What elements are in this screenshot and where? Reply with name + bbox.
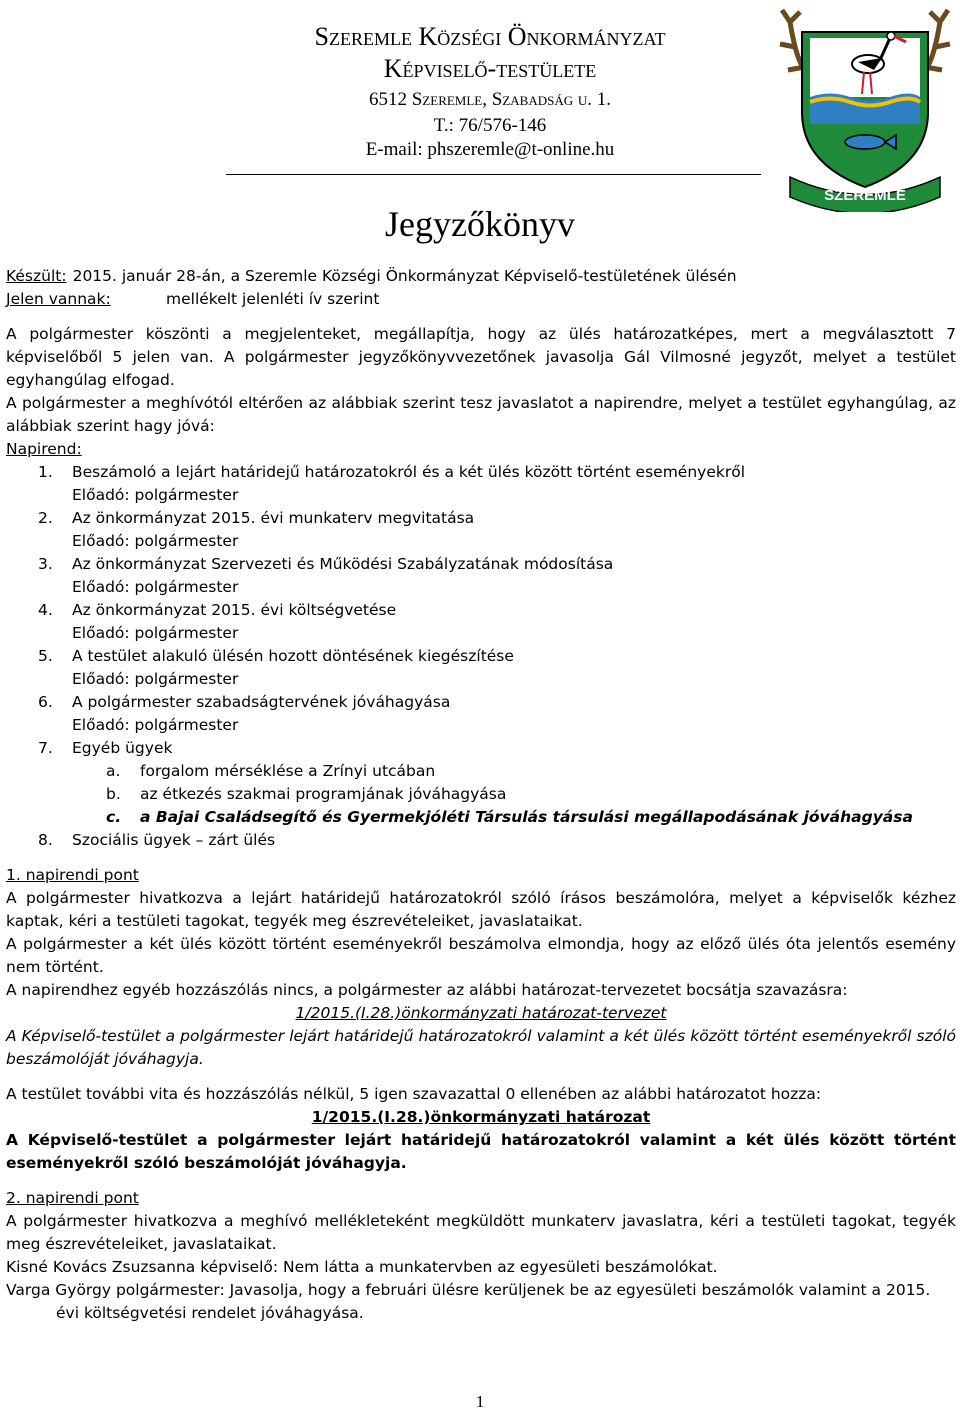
agenda-item: 7. Egyéb ügyek xyxy=(38,739,173,757)
made-label: Készült: xyxy=(6,267,67,285)
agenda-item: 8. Szociális ügyek – zárt ülés xyxy=(38,831,276,849)
resolution-text: A Képviselő-testület a polgármester lejárt határidejű határozatokról valamint a két ülés között történt eseményekről szóló beszámolóját jóváhagyja. xyxy=(6,1131,956,1172)
made-text: 2015. január 28-án, a Szeremle Községi Önkormányzat Képviselő-testületének ülésén xyxy=(72,267,737,285)
draft-resolution-title: 1/2015.(I.28.)önkormányzati határozat-tervezet xyxy=(295,1004,667,1022)
point1-paragraph-2: A polgármester a két ülés között történt eseményekről beszámolva elmondja, hogy az előző ülés óta jelentős esemény nem történt. xyxy=(6,935,956,976)
present-line xyxy=(6,288,956,311)
agenda-presenter: Előadó: polgármester xyxy=(72,670,239,688)
point2-paragraph-2: Kisné Kovács Zsuzsanna képviselő: Nem látta a munkatervben az egyesületi beszámolókat. xyxy=(6,1258,718,1276)
present-label: Jelen vannak: xyxy=(6,290,111,308)
letterhead xyxy=(0,0,960,250)
agenda-presenter: Előadó: polgármester xyxy=(72,624,239,642)
coat-of-arms-icon xyxy=(770,2,960,212)
org-address: 6512 Szeremle, Szabadság u. 1. xyxy=(369,89,611,110)
agenda-item: 2. Az önkormányzat 2015. évi munkaterv megvitatása xyxy=(38,509,475,527)
point1-paragraph-1: A polgármester hivatkozva a lejárt határidejű határozatokról szóló írásos beszámolóra, melyet a képviselők kézhez kaptak, kéri a testületi tagokat, tegyék meg észrevételeiket, javaslataikat. xyxy=(6,889,956,930)
made-at-line xyxy=(6,265,956,288)
draft-resolution-text: A Képviselő-testület a polgármester lejárt határidejű határozatokról valamint a két ülés között történt eseményekről szóló beszámolóját jóváhagyja. xyxy=(6,1027,956,1068)
org-email: E-mail: phszeremle@t-online.hu xyxy=(365,139,615,160)
agenda-subitem: a. forgalom mérséklése a Zrínyi utcában xyxy=(106,762,436,780)
crest-banner-text: SZEREMLE xyxy=(824,187,906,204)
intro-paragraph-1: A polgármester köszönti a megjelenteket, megállapítja, hogy az ülés határozatképes, mert a megválasztott 7 képviselőből 5 jelen van. A polgármester jegyzőkönyvvezetőnek javasolja Gál Vilmosné jegyzőt, melyet a testület egyhangúlag elfogad. xyxy=(6,325,956,389)
agenda-presenter: Előadó: polgármester xyxy=(72,578,239,596)
minutes-body xyxy=(6,265,956,1325)
org-body: Képviselő-testülete xyxy=(383,54,597,83)
present-text: mellékelt jelenléti ív szerint xyxy=(166,290,380,308)
agenda-subitem: b. az étkezés szakmai programjának jóváhagyása xyxy=(106,785,507,803)
agenda-item: 5. A testület alakuló ülésén hozott döntésének kiegészítése xyxy=(38,647,514,665)
intro-paragraph-2: A polgármester a meghívótól eltérően az alábbiak szerint tesz javaslatot a napirendre, melyet a testület egyhangúlag, az alábbiak szerint hagy jóvá: xyxy=(6,394,956,435)
letterhead-text xyxy=(200,22,780,162)
agenda-item: 4. Az önkormányzat 2015. évi költségvetése xyxy=(38,601,397,619)
agenda-subitem: c. a Bajai Családsegítő és Gyermekjóléti Társulás társulási megállapodásának jóváhagyása xyxy=(106,808,913,826)
org-phone: T.: 76/576-146 xyxy=(433,115,547,136)
vote-paragraph: A testület további vita és hozzászólás nélkül, 5 igen szavazattal 0 ellenében az alábbi határozatot hozza: xyxy=(6,1085,822,1103)
header-rule xyxy=(226,174,761,175)
agenda-presenter: Előadó: polgármester xyxy=(72,532,239,550)
agenda-label: Napirend: xyxy=(6,440,82,458)
agenda-item: 6. A polgármester szabadságtervének jóváhagyása xyxy=(38,693,451,711)
point1-paragraph-3: A napirendhez egyéb hozzászólás nincs, a polgármester az alábbi határozat-tervezetet bocsátja szavazásra: xyxy=(6,981,848,999)
resolution-title: 1/2015.(I.28.)önkormányzati határozat xyxy=(311,1108,651,1126)
org-name: Szeremle Községi Önkormányzat xyxy=(314,22,666,51)
point2-paragraph-3-cont: évi költségvetési rendelet jóváhagyása. xyxy=(56,1304,364,1322)
agenda-presenter: Előadó: polgármester xyxy=(72,716,239,734)
agenda-item: 1. Beszámoló a lejárt határidejű határozatokról és a két ülés között történt eseményekről xyxy=(38,463,746,481)
agenda-presenter: Előadó: polgármester xyxy=(72,486,239,504)
point2-heading: 2. napirendi pont xyxy=(6,1189,139,1207)
point1-heading: 1. napirendi pont xyxy=(6,866,139,884)
point2-paragraph-3: Varga György polgármester: Javasolja, hogy a februári ülésre kerüljenek be az egyesületi beszámolók valamint a 2015. xyxy=(6,1281,931,1299)
page-number: 1 xyxy=(475,1392,485,1411)
point2-paragraph-1: A polgármester hivatkozva a meghívó mellékleteként megküldött munkaterv javaslatra, kéri a testületi tagokat, tegyék meg észrevételeiket, javaslataikat. xyxy=(6,1212,956,1253)
agenda-list xyxy=(6,461,956,852)
document-title: Jegyzőkönyv xyxy=(385,204,575,244)
agenda-item: 3. Az önkormányzat Szervezeti és Működési Szabályzatának módosítása xyxy=(38,555,614,573)
